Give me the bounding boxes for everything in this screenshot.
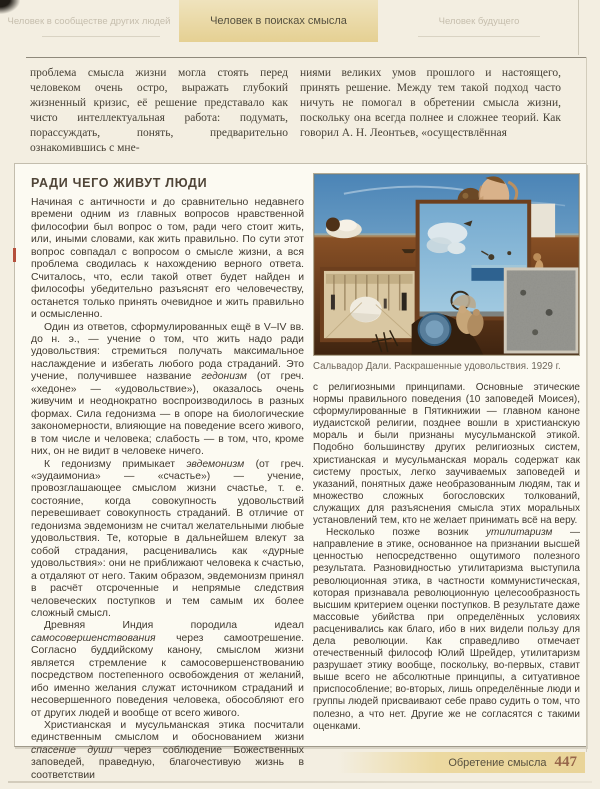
- footer-section-label: Обретение смысла: [448, 756, 547, 769]
- header-rule: [26, 57, 586, 58]
- dali-painting-svg: [314, 174, 579, 355]
- article-column-right: [313, 382, 580, 742]
- paragraph: К гедонизму примыкает эвдемонизм (от греч. «эудаимониа» — «счастье») — учение, провозглашающее смыслом жизни счастье, т. е. состояние, когда совокупность удовольствий перевешивает совокупность страданий. В отличие от гедонизма эвдемонизм не считал желательными любые удовольствия. Те, которые в дальнейшем влекут за собой страдания, расценивались как «дурные удовольствия»: они не приближают человека к счастью, а отдаляют от него. Таким образом, эвдемонизм принял в расчёт отсроченные и непрямые следствия человеческих поступков и тем самым их более сложный смысл.: [31, 458, 304, 619]
- painting-caption: Сальвадор Дали. Раскрашенные удовольствия. 1929 г.: [313, 361, 561, 372]
- paragraph: Христианская и мусульманская этика посчитали единственным смыслом и обоснованием жизни спасение души через соблюдение Божественных заповедей, праведную, благочестивую жизнь в соответствии: [31, 720, 304, 781]
- intro-column-left: проблема смысла жизни могла стоять перед человеком очень остро, выражать глубокий жизненный кризис, её решение представало как чисто интеллектуальная работа: подумать, порассуждать, понять, предварительно ознакомившись с мне-: [30, 67, 288, 155]
- paragraph: Начиная с античности и до сравнительно недавнего времени одним из главных вопросов нравственной философии был вопрос о том, ради чего стоит жить, или, иными словами, как жить правильно. По сути этот вопрос совпадал с вопросом о смысле жизни, а вся проблема сводилась к нахождению верного ответа. Считалось, что, если такой ответ будет найден и философы убедительно разъяснят его человечеству, останется только принять очевидное и жить правильно и осмысленно.: [31, 197, 304, 321]
- page-bottom-shadow: [8, 781, 592, 783]
- header-divider-line: [578, 0, 579, 55]
- paragraph: Один из ответов, сформулированных ещё в V–IV вв. до н. э., — учение о том, что жить надо ради удовольствия: стремиться получать максимальное наслаждение и избегать любого рода страданий. Это учение, получившее название гедонизм (от греч. «хедоне» — «удовольствие»), оказалось очень живучим и неоднократно воспроизводилось в разных формах. Сила гедонизма — в опоре на биологические закономерности, влияющие на поведение всего живого, в том числе и человека; слабость — в том, что, кроме них, он не видит в человеке ничего.: [31, 321, 304, 458]
- tab-previous-chapter-label: Человек в сообществе других людей: [7, 15, 171, 27]
- tab-current-chapter-label: Человек в поисках смысла: [210, 15, 347, 27]
- tab-underline-right: [418, 36, 540, 37]
- tab-next-chapter-label: Человек будущего: [438, 15, 520, 27]
- corner-smudge-artifact: [0, 0, 20, 14]
- running-heads: [0, 0, 600, 56]
- paragraph: Несколько позже возник утилитаризм — направление в этике, основанное на признании высшей ценностью непосредственно ощутимого полезного результата. Разновидностью утилитаризма выступила революционная этика, в частности коммунистическая, которая признавала революционную целесообразность высшим критерием оценки поступков. В результате даже массовые убийства при определённых условиях расценивались как благо, ибо в них видели пользу для дела революции. Как справедливо отмечает отечественный философ Юлий Шрейдер, утилитаризм разрушает этику вообще, поскольку, во-первых, ставит выше всего не абсолютные принципы, а ситуативное приспособление; во-вторых, лишь определённые люди и группы людей присваивают себе право судить о том, что полезно, а что нет. Другие же не согласятся с такими оценками.: [313, 527, 580, 732]
- footer-bar: [338, 752, 585, 773]
- page-edge-line: [586, 57, 587, 752]
- paragraph: с религиозными принципами. Основные этические нормы правильного поведения (10 заповедей Моисея), сформулированные в Пятикнижии — главном каноне иудаистской религии, позднее вошли в христианскую мораль и были признаны мусульманской этикой. Подобно большинству других религиозных систем, христианская и мусульманская мораль содержат как систему простых, легко заучиваемых заповедей и указаний, понятных даже необразованным людям, так и множество сложных богословских толкований, служащих для разъяснения смысла этих моральных установлений тем, кто не желает принимать всё на веру.: [313, 382, 580, 527]
- article-column-left: [31, 197, 304, 781]
- article-title: РАДИ ЧЕГО ЖИВУТ ЛЮДИ: [31, 176, 208, 190]
- intro-column-right: ниями великих умов прошлого и настоящего, принять решение. Между тем такой подход часто ничуть не помогал в обретении смысла жизни, поскольку она всегда полнее и сложнее теорий. Как говорил А. Н. Леонтьев, «осуществлённая: [300, 67, 561, 140]
- footer-page-number: 447: [554, 754, 577, 770]
- scan-mark: [13, 248, 16, 262]
- dali-painting-illustration: [313, 173, 580, 356]
- tab-underline-left: [42, 36, 160, 37]
- tab-current-chapter: [179, 0, 378, 42]
- paragraph: Древняя Индия породила идеал самосовершенствования через самоотрешение. Согласно буддийскому канону, смыслом жизни является стремление к самосовершенствованию посредством постепенного освобождения от желаний, ибо именно желания служат источником страданий и несовершенного поведения человека, обособляют его от других людей и вообще от всего живого.: [31, 620, 304, 719]
